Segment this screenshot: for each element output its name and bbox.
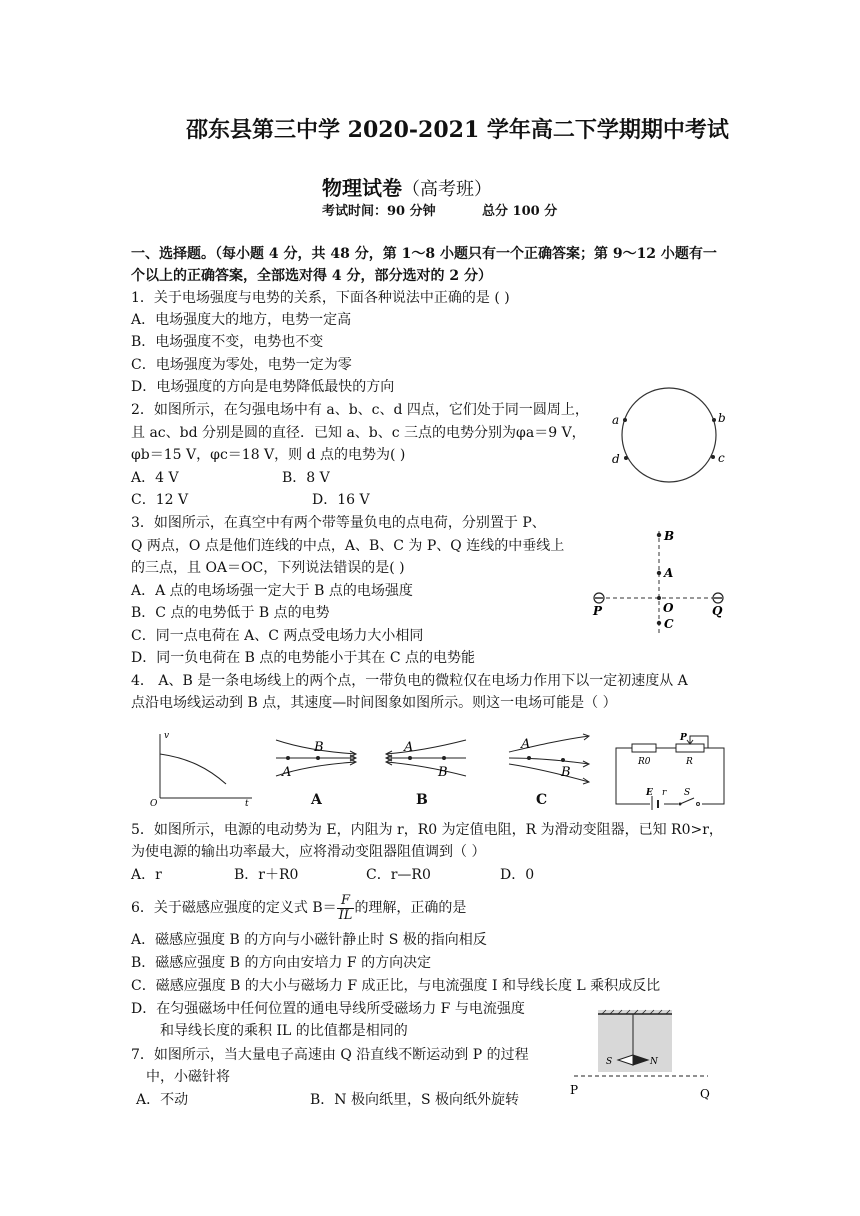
q4-line2: 点沿电场线运动到 B 点，其速度—时间图象如图所示。则这一电场可能是（ ）: [131, 695, 617, 711]
label-c: C: [664, 617, 674, 631]
q1-option-a: A．电场强度大的地方，电势一定高: [131, 312, 352, 328]
q2-line2: 且 ac、bd 分别是圆的直径．已知 a、b、c 三点的电势分别为φa＝9 V，: [131, 425, 586, 441]
q5-line1: 5．如图所示，电源的电动势为 E，内阻为 r，R0 为定值电阻，R 为滑动变阻器，已知 R0>r，: [131, 822, 723, 838]
label-internal-r: r: [662, 788, 667, 798]
point-a: [623, 418, 627, 422]
q6-denominator: IL: [338, 907, 353, 923]
q7-line2: 中，小磁针将: [146, 1069, 230, 1085]
q6-option-b: B．磁感应强度 B 的方向由安培力 F 的方向决定: [131, 955, 432, 971]
q5-line2: 为使电源的输出功率最大，应将滑动变阻器阻值调到（ ）: [131, 844, 486, 860]
q3-option-a: A．A 点的电场场强一定大于 B 点的电场强度: [131, 583, 413, 599]
q6-stem: [131, 888, 466, 928]
q4-line1: 4． A、B 是一条电场线上的两个点，一带负电的微粒仅在电场力作用下以一定初速度从 A: [131, 673, 688, 689]
q4-vt-graph: [148, 728, 258, 808]
q5-option-a: A．r: [131, 867, 162, 883]
q4-option-a-label: A: [311, 792, 322, 808]
q1-option-c: C．电场强度为零处，电势一定为零: [131, 357, 352, 373]
switch-pivot: [679, 803, 682, 806]
label-b: B: [664, 529, 675, 543]
q5-option-d: D．0: [500, 867, 535, 883]
q2-option-c: C．12 V: [131, 492, 189, 508]
subject-title: [322, 172, 492, 201]
point-b: [316, 756, 320, 760]
q3-line3: 的三点，且 OA＝OC，下列说法错误的是( ): [131, 560, 405, 576]
q5-option-b: B．r＋R0: [234, 867, 299, 883]
q5-option-c: C．r—R0: [366, 867, 431, 883]
label-a: a: [612, 413, 620, 427]
q3-option-c: C．同一点电荷在 A、C 两点受电场力大小相同: [131, 628, 424, 644]
circuit-figure: [610, 730, 730, 810]
q2-circle-figure: [600, 380, 740, 495]
field-line-mid: [509, 758, 589, 764]
q3-option-d: D．同一负电荷在 B 点的电势能小于其在 C 点的电势能: [131, 650, 476, 666]
label-d: d: [612, 452, 620, 466]
exam-time: 考试时间：90 分钟: [322, 204, 436, 219]
q3-charges-figure: [585, 525, 735, 645]
v-label: v: [164, 731, 170, 741]
label-r0: R0: [638, 757, 651, 767]
q1-option-b: B．电场强度不变，电势也不变: [131, 334, 324, 350]
label-s: S: [684, 788, 691, 798]
q6-numerator: F: [337, 894, 355, 909]
point-a: [527, 756, 531, 760]
q2-option-d: D．16 V: [312, 492, 370, 508]
origin-label: O: [150, 799, 158, 808]
q3-option-b: B．C 点的电势低于 B 点的电势: [131, 605, 330, 621]
q2-line1: 2．如图所示，在匀强电场中有 a、b、c、d 四点，它们处于同一圆周上，: [131, 402, 589, 418]
label-a: A: [664, 566, 674, 580]
circle: [622, 388, 716, 482]
label-b: B: [438, 765, 448, 780]
q4-option-b-label: B: [416, 792, 428, 808]
label-n: N: [650, 1057, 658, 1067]
point-c: [711, 455, 715, 459]
q6-stem-post: 的理解，正确的是: [354, 900, 467, 916]
point-a: [408, 756, 412, 760]
q6-option-c: C．磁感应强度 B 的大小与磁场力 F 成正比，与电流强度 I 和导线长度 L 乘积成反比: [131, 978, 661, 994]
point-c: [657, 621, 661, 625]
exam-title: 邵东县第三中学 2020-2021 学年高二下学期期中考试: [186, 117, 729, 143]
q4-field-a: [270, 734, 360, 786]
label-s: S: [606, 1057, 613, 1067]
point-b: [442, 756, 446, 760]
q7-line1: 7．如图所示，当大量电子高速由 Q 沿直线不断运动到 P 的过程: [131, 1047, 529, 1063]
label-p: P: [570, 1083, 579, 1097]
q4-field-c: [505, 730, 595, 786]
t-label: t: [245, 799, 249, 808]
field-line-bottom: [509, 764, 589, 782]
label-r: R: [686, 757, 693, 767]
point-a: [286, 756, 290, 760]
q3-line1: 3．如图所示，在真空中有两个带等量负电的点电荷，分别置于 P、: [131, 515, 546, 531]
q6-option-d-line2: 和导线长度的乘积 IL 的比值都是相同的: [160, 1023, 408, 1039]
label-b: B: [314, 740, 324, 755]
q7-option-a: A．不动: [136, 1092, 189, 1108]
label-q: Q: [700, 1087, 710, 1101]
switch-contact: [697, 803, 700, 806]
field-line-top: [386, 740, 466, 754]
section-heading-line1: 一、选择题。（每小题 4 分，共 48 分，第 1～8 小题只有一个正确答案；第 9～12 小题有一: [131, 246, 717, 262]
label-b: B: [561, 765, 571, 780]
q2-option-b: B．8 V: [282, 470, 330, 486]
circuit-loop: [616, 748, 724, 804]
q3-line2: Q 两点，O 点是他们连线的中点，A、B、C 为 P、Q 连线的中垂线上: [131, 538, 565, 554]
total-score: 总分 100 分: [482, 204, 558, 219]
point-d: [624, 456, 628, 460]
point-b: [657, 533, 661, 537]
rheostat-r: [676, 744, 704, 752]
q4-option-c-label: C: [536, 792, 548, 808]
q2-line3: φb＝15 V，φc＝18 V，则 d 点的电势为( ): [131, 447, 406, 463]
label-c: c: [718, 451, 725, 465]
q7-compass-figure: [566, 1008, 716, 1106]
section-heading-line2: 个以上的正确答案，全部选对得 4 分，部分选对的 2 分）: [131, 268, 492, 284]
class-label: （高考班）: [402, 179, 492, 200]
resistor-r0: [632, 744, 656, 752]
point-o: [657, 596, 661, 600]
label-e: E: [646, 788, 653, 798]
velocity-curve: [160, 754, 226, 784]
q1-option-d: D．电场强度的方向是电势降低最快的方向: [131, 379, 395, 395]
subject-name: 物理试卷: [322, 176, 402, 200]
q6-stem-pre: 6．关于磁感应强度的定义式 B＝: [131, 900, 337, 916]
q6-option-d-line1: D．在匀强磁场中任何位置的通电导线所受磁场力 F 与电流强度: [131, 1001, 525, 1017]
q6-formula-fraction: [337, 894, 355, 923]
label-a: A: [521, 737, 531, 752]
label-o: O: [663, 601, 674, 615]
label-p: P: [593, 604, 603, 618]
point-a: [657, 571, 661, 575]
label-q: Q: [712, 604, 723, 618]
q6-option-a: A．磁感应强度 B 的方向与小磁针静止时 S 极的指向相反: [131, 932, 487, 948]
label-p: P: [680, 733, 687, 743]
point-b: [561, 758, 565, 762]
field-line-bottom: [386, 762, 466, 776]
label-b: b: [718, 411, 726, 425]
point-b: [712, 418, 716, 422]
label-a: A: [282, 765, 292, 780]
q2-option-a: A．4 V: [131, 470, 179, 486]
q1-stem: 1．关于电场强度与电势的关系，下面各种说法中正确的是 ( ): [131, 290, 510, 306]
q7-option-b: B．N 极向纸里，S 极向纸外旋转: [310, 1092, 520, 1108]
label-a: A: [404, 740, 414, 755]
q4-field-b: [380, 734, 470, 786]
